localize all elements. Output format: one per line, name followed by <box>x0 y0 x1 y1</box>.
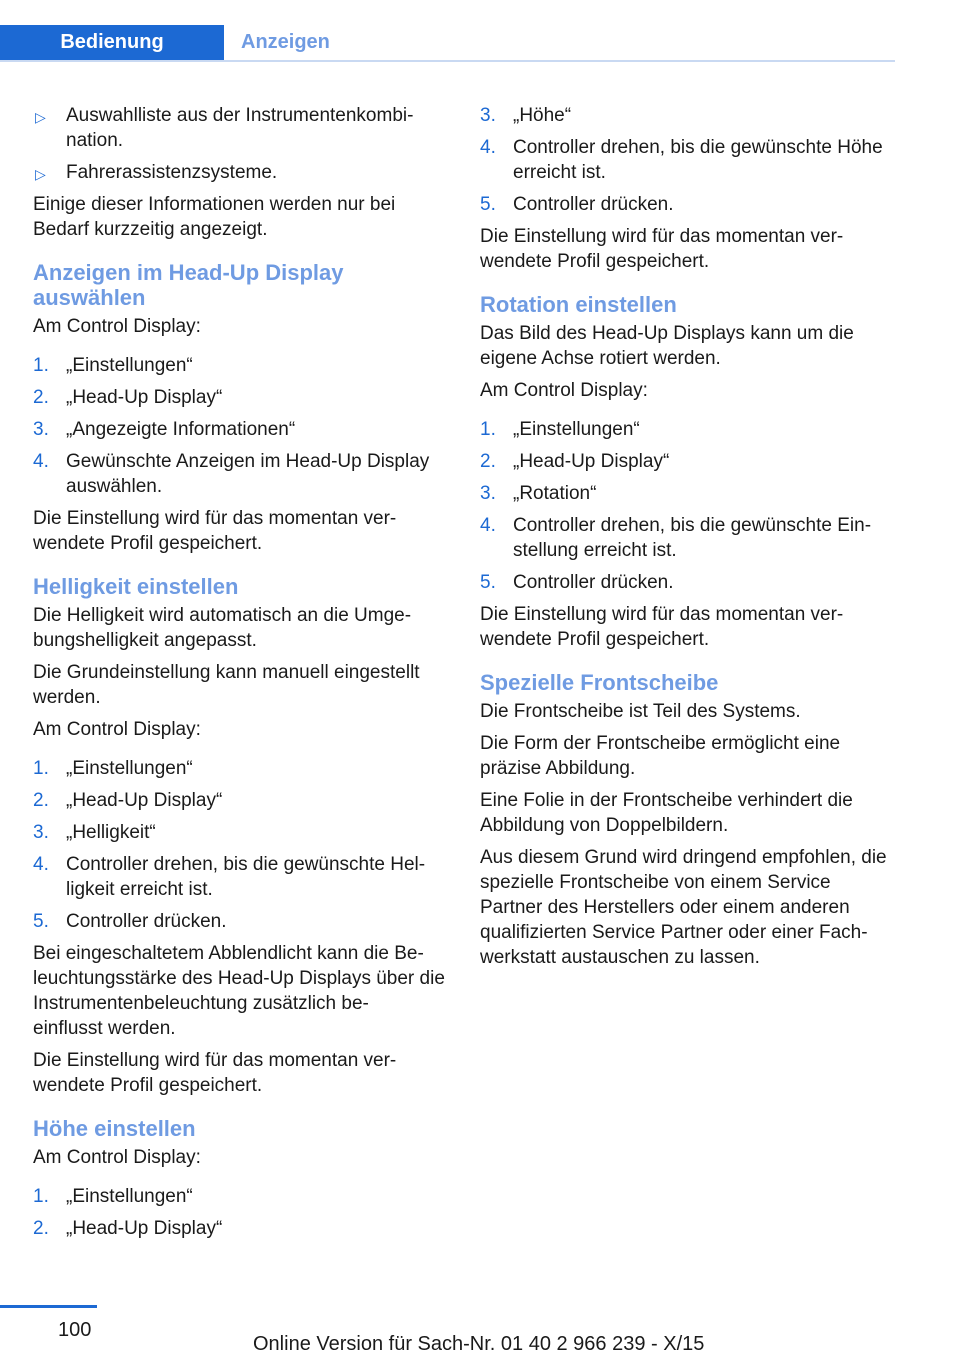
step-number: 5. <box>480 194 496 215</box>
list-item <box>33 909 451 934</box>
step-text: „Einstellungen“ <box>66 355 193 376</box>
step-text: „Head-Up Display“ <box>66 387 223 408</box>
step-number: 3. <box>33 419 49 440</box>
list-item <box>480 449 898 474</box>
section-heading-rotation: Rotation einstellen <box>480 292 677 317</box>
step-text: „Head-Up Display“ <box>66 790 223 811</box>
step-text: Controller drehen, bis die gewünschte Hel- ligkeit erreicht ist. <box>66 854 426 900</box>
step-number: 1. <box>33 758 49 779</box>
paragraph: Die Einstellung wird für das momentan ver- wendete Profil gespeichert. <box>480 604 844 650</box>
header-divider <box>0 60 895 62</box>
tab-bedienung[interactable]: Bedienung <box>0 25 224 60</box>
step-number: 2. <box>480 451 496 472</box>
right-column <box>480 103 898 977</box>
step-number: 4. <box>480 137 496 158</box>
step-text: „Head-Up Display“ <box>66 1218 223 1239</box>
step-text: Controller drehen, bis die gewünschte Ein- stellung erreicht ist. <box>513 515 872 561</box>
step-text: Controller drücken. <box>513 194 674 215</box>
step-list <box>33 1184 451 1241</box>
section-heading-anzeigen: Anzeigen im Head-Up Display auswählen <box>33 260 344 310</box>
step-text: „Angezeigte Informationen“ <box>66 419 296 440</box>
paragraph: Am Control Display: <box>33 316 201 337</box>
step-number: 3. <box>480 483 496 504</box>
list-item <box>33 385 451 410</box>
list-item <box>480 481 898 506</box>
paragraph: Die Helligkeit wird automatisch an die Umge- bungshelligkeit angepasst. <box>33 605 412 651</box>
step-number: 2. <box>33 790 49 811</box>
paragraph: Die Einstellung wird für das momentan ver- wendete Profil gespeichert. <box>33 508 397 554</box>
step-number: 5. <box>480 572 496 593</box>
list-item <box>33 160 451 185</box>
list-item <box>33 820 451 845</box>
paragraph: Die Frontscheibe ist Teil des Systems. <box>480 701 801 722</box>
section-heading-frontscheibe: Spezielle Frontscheibe <box>480 670 719 695</box>
step-text: „Höhe“ <box>513 105 572 126</box>
triangle-bullet-icon: ▷ <box>35 109 46 125</box>
step-text: „Head-Up Display“ <box>513 451 670 472</box>
list-item <box>480 135 898 185</box>
section-heading-hoehe: Höhe einstellen <box>33 1116 196 1141</box>
list-item <box>33 756 451 781</box>
step-number: 4. <box>33 451 49 472</box>
step-number: 4. <box>33 854 49 875</box>
list-item-text: Fahrerassistenzsysteme. <box>66 162 278 183</box>
step-number: 1. <box>33 355 49 376</box>
list-item <box>480 570 898 595</box>
step-text: Controller drücken. <box>513 572 674 593</box>
step-text: „Einstellungen“ <box>513 419 640 440</box>
list-item-text: Auswahlliste aus der Instrumentenkombi- nation. <box>66 105 414 151</box>
step-list <box>480 417 898 595</box>
list-item <box>480 417 898 442</box>
section-heading-helligkeit: Helligkeit einstellen <box>33 574 239 599</box>
footer-accent-bar <box>0 1305 97 1308</box>
triangle-bullet-icon: ▷ <box>35 166 46 182</box>
page-number: 100 <box>58 1319 92 1341</box>
step-number: 3. <box>480 105 496 126</box>
paragraph: Einige dieser Informationen werden nur bei Bedarf kurzzeitig angezeigt. <box>33 194 396 240</box>
list-item <box>33 353 451 378</box>
step-number: 2. <box>33 1218 49 1239</box>
paragraph: Am Control Display: <box>33 1147 201 1168</box>
list-item <box>480 513 898 563</box>
list-item <box>480 192 898 217</box>
step-list <box>33 756 451 934</box>
bullet-list <box>33 103 451 185</box>
step-number: 3. <box>33 822 49 843</box>
page-header <box>0 25 895 62</box>
step-number: 1. <box>33 1186 49 1207</box>
paragraph: Die Grundeinstellung kann manuell eingestellt werden. <box>33 662 420 708</box>
paragraph: Die Einstellung wird für das momentan ver- wendete Profil gespeichert. <box>480 226 844 272</box>
step-list <box>33 353 451 499</box>
list-item <box>33 449 451 499</box>
paragraph: Die Einstellung wird für das momentan ver- wendete Profil gespeichert. <box>33 1050 397 1096</box>
list-item <box>33 1184 451 1209</box>
list-item <box>33 788 451 813</box>
paragraph: Bei eingeschaltetem Abblendlicht kann die Be- leuchtungsstärke des Head-Up Displays über die Instrumentenbeleuchtung zusätzlich be- einflusst werden. <box>33 943 445 1039</box>
step-text: Gewünschte Anzeigen im Head-Up Display auswählen. <box>66 451 430 497</box>
step-text: „Helligkeit“ <box>66 822 156 843</box>
list-item <box>480 103 898 128</box>
paragraph: Aus diesem Grund wird dringend empfohlen, die spezielle Frontscheibe von einem Service Partner des Herstellers oder einem anderen qualifizierten Service Partner oder einer Fach- werkstatt austauschen zu lassen. <box>480 847 887 968</box>
step-number: 5. <box>33 911 49 932</box>
online-version-note: Online Version für Sach-Nr. 01 40 2 966 239 - X/15 <box>253 1333 705 1355</box>
step-text: „Einstellungen“ <box>66 758 193 779</box>
list-item <box>33 1216 451 1241</box>
paragraph: Das Bild des Head-Up Displays kann um die eigene Achse rotiert werden. <box>480 323 854 369</box>
paragraph: Die Form der Frontscheibe ermöglicht eine präzise Abbildung. <box>480 733 841 779</box>
step-text: „Rotation“ <box>513 483 597 504</box>
step-text: Controller drücken. <box>66 911 227 932</box>
list-item <box>33 852 451 902</box>
step-text: „Einstellungen“ <box>66 1186 193 1207</box>
step-number: 1. <box>480 419 496 440</box>
paragraph: Eine Folie in der Frontscheibe verhindert die Abbildung von Doppelbildern. <box>480 790 853 836</box>
step-number: 4. <box>480 515 496 536</box>
paragraph: Am Control Display: <box>480 380 648 401</box>
left-column <box>33 103 451 1248</box>
list-item <box>33 417 451 442</box>
step-number: 2. <box>33 387 49 408</box>
paragraph: Am Control Display: <box>33 719 201 740</box>
tab-anzeigen[interactable]: Anzeigen <box>241 31 330 53</box>
step-text: Controller drehen, bis die gewünschte Höhe erreicht ist. <box>513 137 883 183</box>
list-item <box>33 103 451 153</box>
step-list <box>480 103 898 217</box>
